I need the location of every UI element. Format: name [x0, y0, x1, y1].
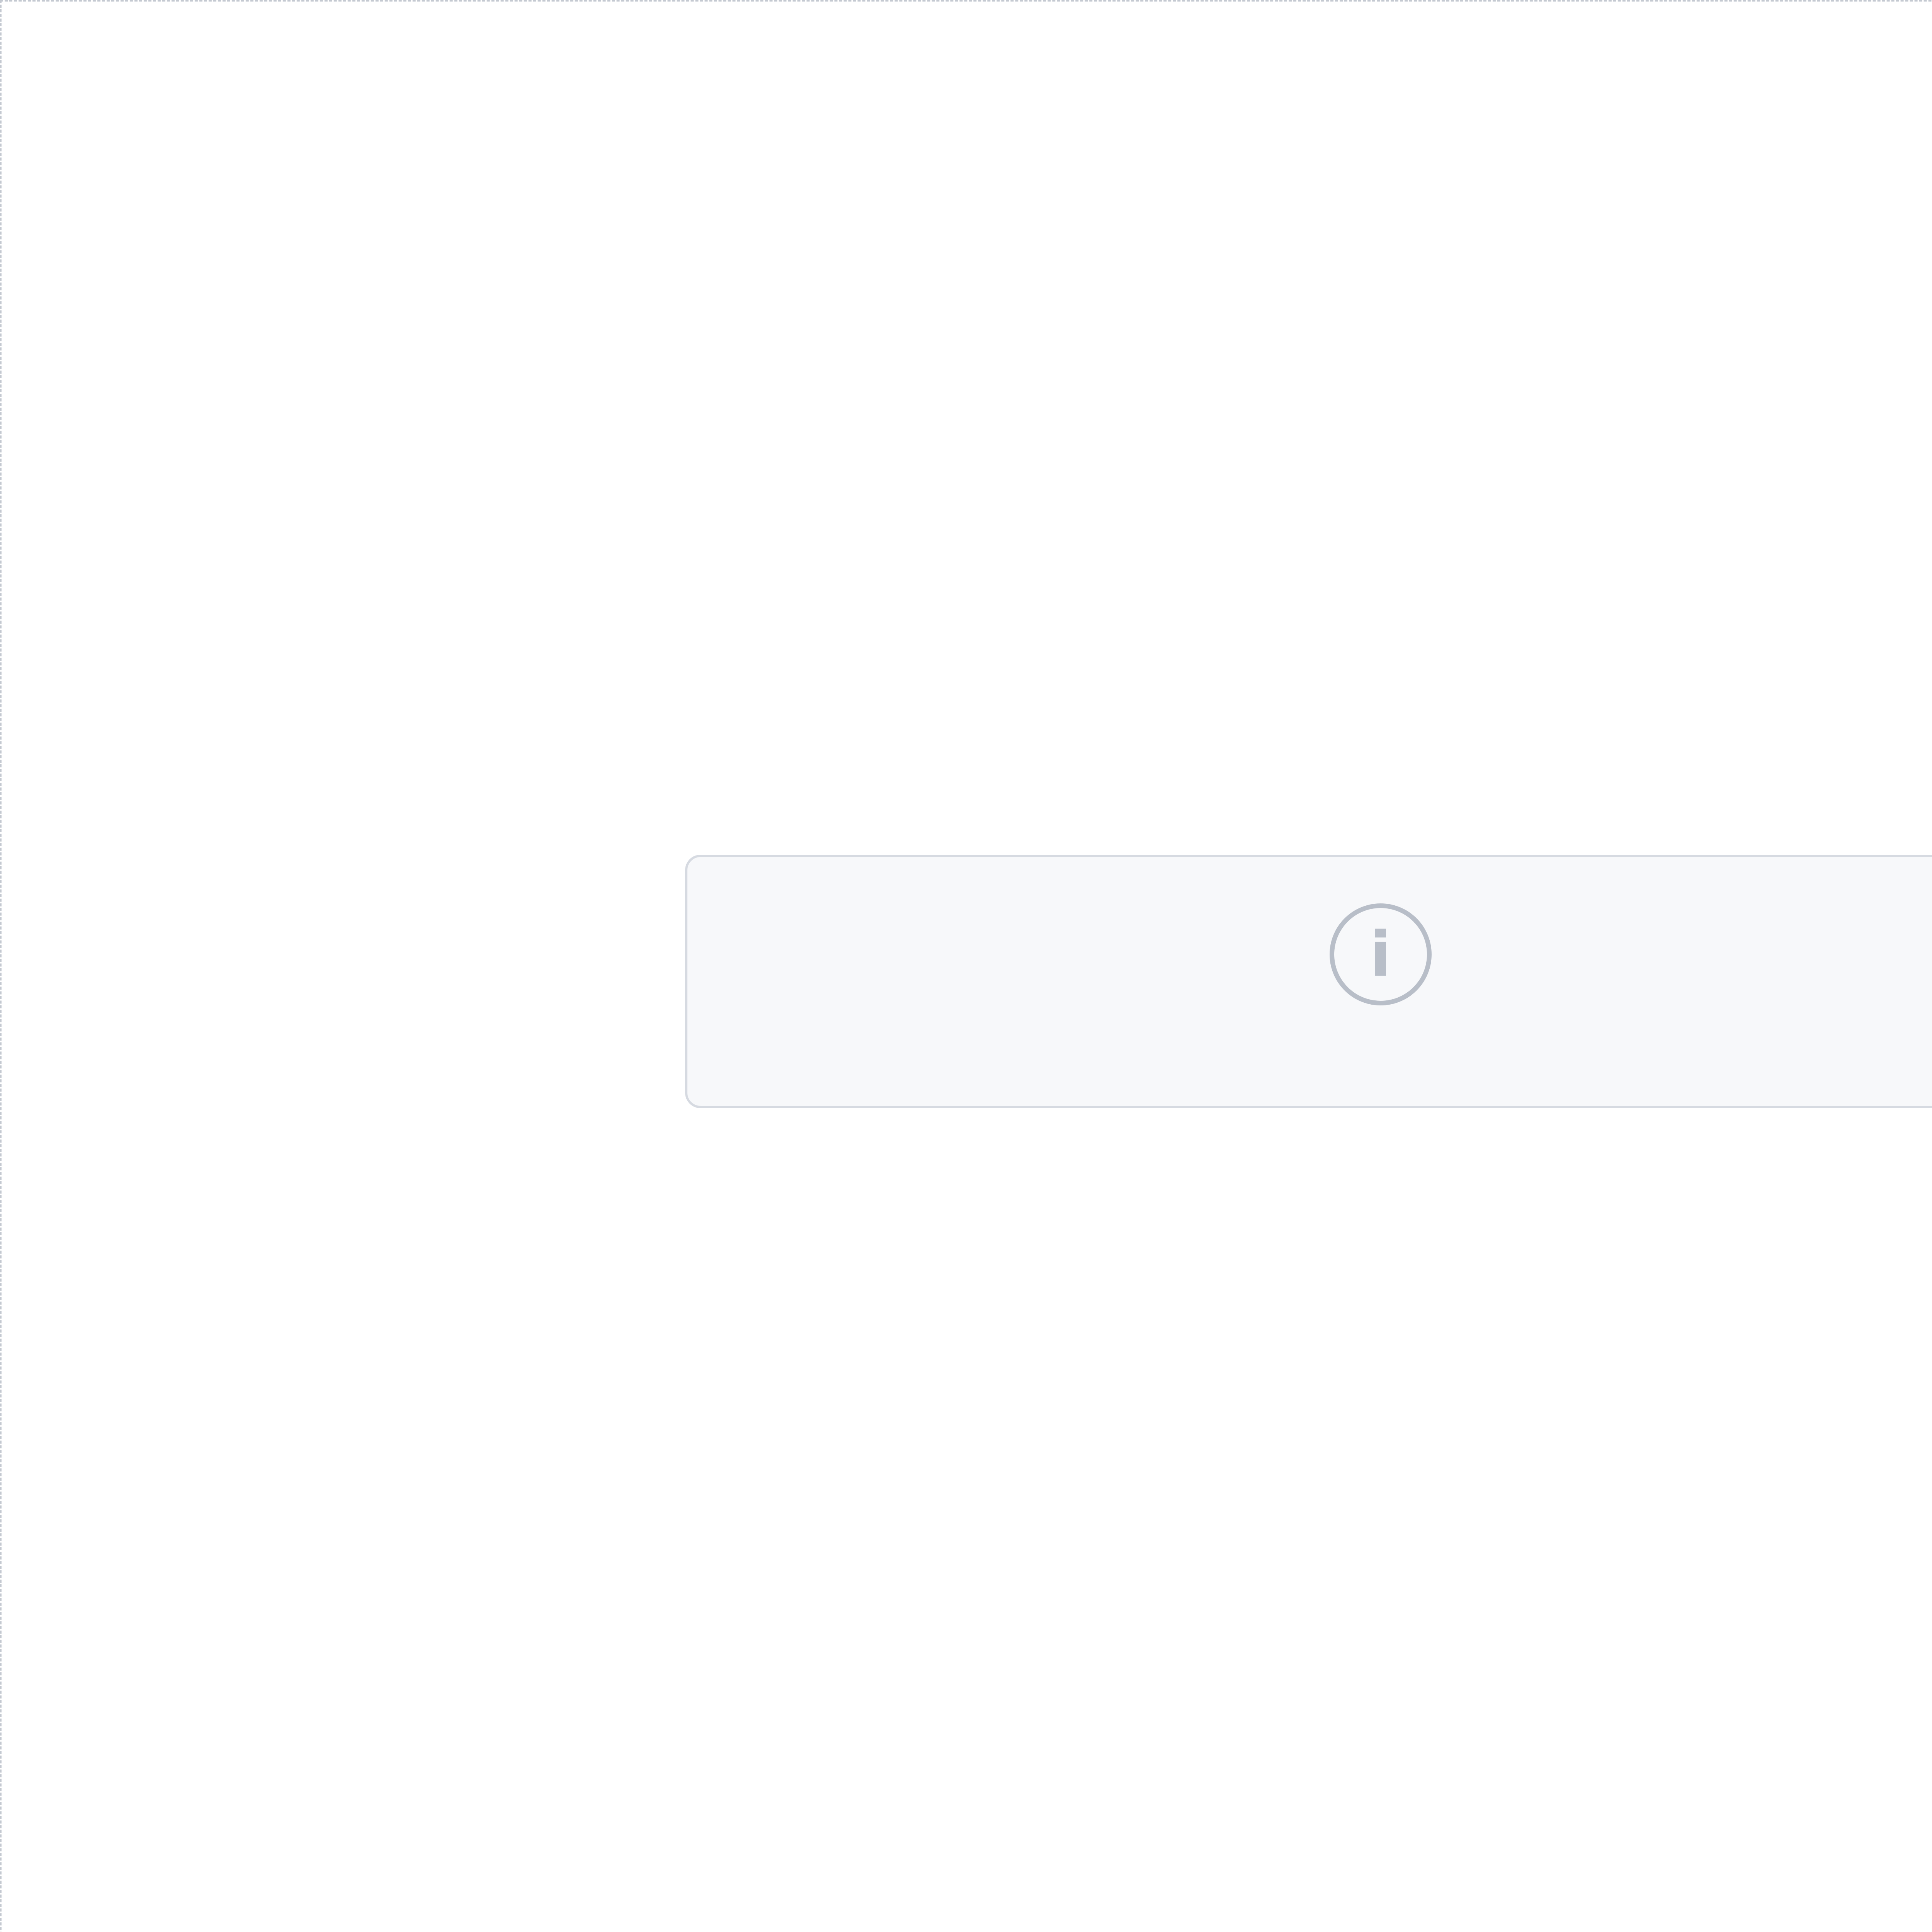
missing-image-notice	[685, 855, 1932, 1108]
info-icon: i	[1330, 903, 1432, 1005]
